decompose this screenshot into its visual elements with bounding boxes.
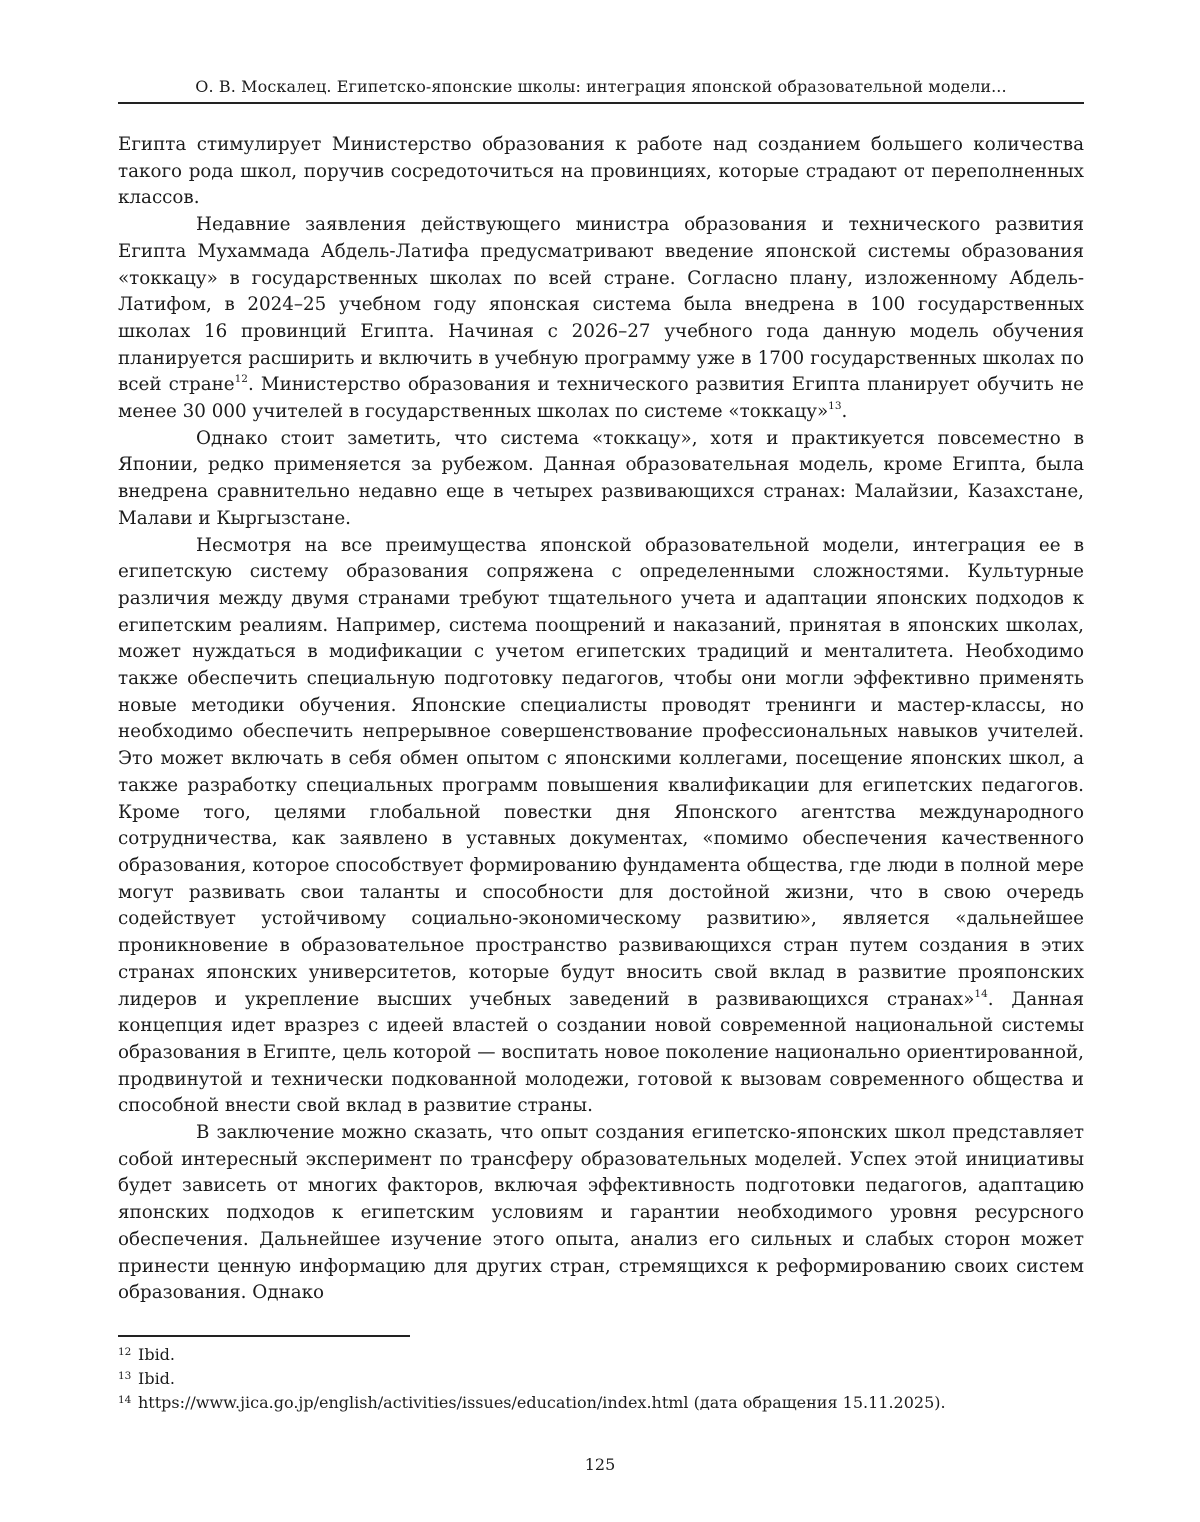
footnote-text: Ibid. bbox=[138, 1345, 176, 1364]
footnote-link[interactable]: https://www.jica.go.jp/english/activities/issues/education/index.html (дата обращения 15.11.2025). bbox=[138, 1393, 946, 1412]
paragraph-text: . bbox=[841, 401, 848, 423]
page-number: 125 bbox=[584, 1455, 616, 1474]
footnote-14 bbox=[118, 1391, 1084, 1415]
paragraph-text: Несмотря на все преимущества японской образовательной модели, интеграция ее в египетскую систему образования сопряжена с определенными сложностями. Культурные различия между двумя странами требуют тщательного учета и адаптации японских подходов к египетским реалиям. Например, система поощрений и наказаний, принятая в японских школах, может нуждаться в модификации с учетом египетских традиций и менталитета. Необходимо также обеспечить специальную подготовку педагогов, чтобы они могли эффективно применять новые методики обучения. Японские специалисты проводят тренинги и мастер-классы, но необходимо обеспечить непрерывное совершенствование профессиональных навыков учителей. Это может включать в себя обмен опытом с японскими коллегами, посещение японских школ, а также разработку специальных программ повышения квалификации для египетских педагогов. Кроме того, целями глобальной повестки дня Японского агентства международного сотрудничества, как заявлено в уставных документах, «помимо обеспечения качественного образования, которое способствует формированию фундамента общества, где люди в полной мере могут развивать свои таланты и способности для достойной жизни, что в свою очередь содействует устойчивому социально-экономическому развитию», является «дальнейшее проникновение в образовательное пространство развивающихся стран путем создания в этих странах японских университетов, которые будут вносить свой вклад в развитие прояпонских лидеров и укрепление высших учебных заведений в развивающихся странах» bbox=[118, 534, 1084, 1010]
footnote-12 bbox=[118, 1343, 1084, 1367]
footnote-number: 14 bbox=[118, 1394, 132, 1406]
running-head: О. В. Москалец. Египетско-японские школы: интеграция японской образовательной модели... bbox=[195, 77, 1007, 96]
footnote-number: 13 bbox=[118, 1370, 132, 1382]
paragraph-tokkatsu-abroad: Однако стоит заметить, что система «токкацу», хотя и практикуется повсеместно в Японии, редко применяется за рубежом. Данная образовательная модель, кроме Египта, была внедрена сравнительно недавно еще в четырех развивающихся странах: Малайзии, Казахстане, Малави и Кыргызстане. bbox=[118, 427, 1084, 529]
article-body bbox=[118, 132, 1084, 1307]
footnote-separator bbox=[118, 1335, 410, 1337]
footnote-13 bbox=[118, 1367, 1084, 1391]
paragraph-abdel-latif-plan bbox=[118, 212, 1084, 426]
paragraph-text: Недавние заявления действующего министра образования и технического развития Египта Мухаммада Абдель-Латифа предусматривают введение японской системы образования «токкацу» в государственных школах по всей стране. Согласно плану, изложенному Абдель-Латифом, в 2024–25 учебном году японская система была внедрена в 100 государственных школах 16 провинций Египта. Начиная с 2026–27 учебного года данную модель обучения планируется расширить и включить в учебную программу уже в 1700 государственных школах по всей стране bbox=[118, 214, 1084, 396]
footnotes bbox=[118, 1343, 1084, 1415]
footnote-ref-12[interactable]: 12 bbox=[234, 373, 248, 386]
header-rule bbox=[118, 102, 1084, 104]
footnote-ref-14[interactable]: 14 bbox=[974, 987, 988, 1000]
footnote-ref-13[interactable]: 13 bbox=[828, 400, 842, 413]
footnote-number: 12 bbox=[118, 1346, 132, 1358]
paragraph-text: . Министерство образования и технического развития Египта планирует обучить не менее 30 000 учителей в государственных школах по системе «токкацу» bbox=[118, 374, 1084, 423]
paragraph-text: . Данная концепция идет вразрез с идеей властей о создании новой современной национальной системы образования в Египте, цель которой — воспитать новое поколение национально ориентированной, продвинутой и технически подкованной молодежи, готовой к вызовам современного общества и способной внести свой вклад в развитие страны. bbox=[118, 988, 1084, 1117]
paragraph-integration-difficulties bbox=[118, 533, 1084, 1120]
footnote-text: Ibid. bbox=[138, 1369, 176, 1388]
paragraph-conclusion: В заключение можно сказать, что опыт создания египетско-японских школ представляет собой интересный эксперимент по трансферу образовательных моделей. Успех этой инициативы будет зависеть от многих факторов, включая эффективность подготовки педагогов, адаптацию японских подходов к египетским условиям и гарантии необходимого уровня ресурсного обеспечения. Дальнейшее изучение этого опыта, анализ его сильных и слабых сторон может принести ценную информацию для других стран, стремящихся к реформированию своих систем образования. Однако bbox=[118, 1122, 1084, 1304]
paragraph-continuation: Египта стимулирует Министерство образования к работе над созданием большего количества такого рода школ, поручив сосредоточиться на провинциях, которые страдают от переполненных классов. bbox=[118, 134, 1084, 209]
